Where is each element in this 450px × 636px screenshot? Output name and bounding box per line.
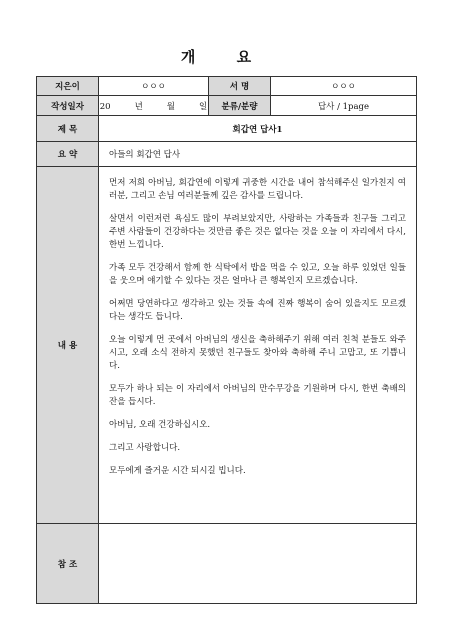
subject-label: 제 목 [37,116,99,142]
subject-value: 회갑연 답사1 [99,116,417,142]
date-month-unit: 월 [166,101,176,112]
content-label: 내 용 [37,167,99,524]
content-paragraph: 살면서 이런저런 욕심도 많이 부려보았지만, 사랑하는 가족들과 친구들 그리고 주변 사람들이 건강하다는 것만큼 좋은 것은 없다는 것을 오늘 이 자리에서 다시, 한번 느낍니다. [109,214,406,250]
recipient-label: 서 명 [209,77,271,96]
date-year: 20 [99,101,111,112]
author-label: 지은이 [37,77,99,96]
content-paragraph: 모두가 하나 되는 이 자리에서 아버님의 만수무강을 기원하며 다시, 한번 축배의 잔을 듭시다. [109,384,406,407]
date-day-unit: 일 [199,101,208,112]
document-title: 개 요 [180,48,270,66]
recipient-value: ㅇㅇㅇ [271,77,417,96]
content-paragraph: 어쩌면 당연하다고 생각하고 있는 것들 속에 진짜 행복이 숨어 있을지도 모르겠다는 생각도 듭니다. [109,299,406,322]
date-label: 작성일자 [37,96,99,116]
content-paragraph: 오늘 이렇게 먼 곳에서 아버님의 생신을 축하해주기 위해 여러 친척 분들도 와주시고, 오래 소식 전하지 못했던 친구들도 찾아와 축하해 주니 고맙고, 또 기쁩니다. [109,335,406,371]
content-paragraph: 아버님, 오래 건강하십시오. [109,420,211,430]
content-paragraph: 먼저 저희 아버님, 회갑연에 이렇게 귀중한 시간을 내어 참석해주신 일가친지 여러분, 그리고 손님 여러분들께 깊은 감사를 드립니다. [109,178,406,201]
date-value [99,96,209,116]
content-paragraph: 가족 모두 건강해서 함께 한 식탁에서 밥을 먹을 수 있고, 오늘 하루 있었던 일들을 웃으며 얘기할 수 있다는 것은 얼마나 큰 행복인지 모르겠습니다. [109,263,406,286]
date-year-unit: 년 [134,101,143,112]
summary-label: 요 약 [37,142,99,167]
content-body [99,167,417,524]
overview-form [36,76,417,604]
content-paragraph: 그리고 사랑합니다. [109,443,181,453]
reference-label: 참 조 [37,524,99,604]
summary-value: 아들의 회갑연 답사 [99,142,417,167]
reference-value [99,524,417,604]
category-value: 답사 / 1page [271,96,417,116]
author-value: ㅇㅇㅇ [99,77,209,96]
category-label: 분류/분량 [209,96,271,116]
content-paragraph: 모두에게 즐거운 시간 되시길 빕니다. [109,466,246,476]
